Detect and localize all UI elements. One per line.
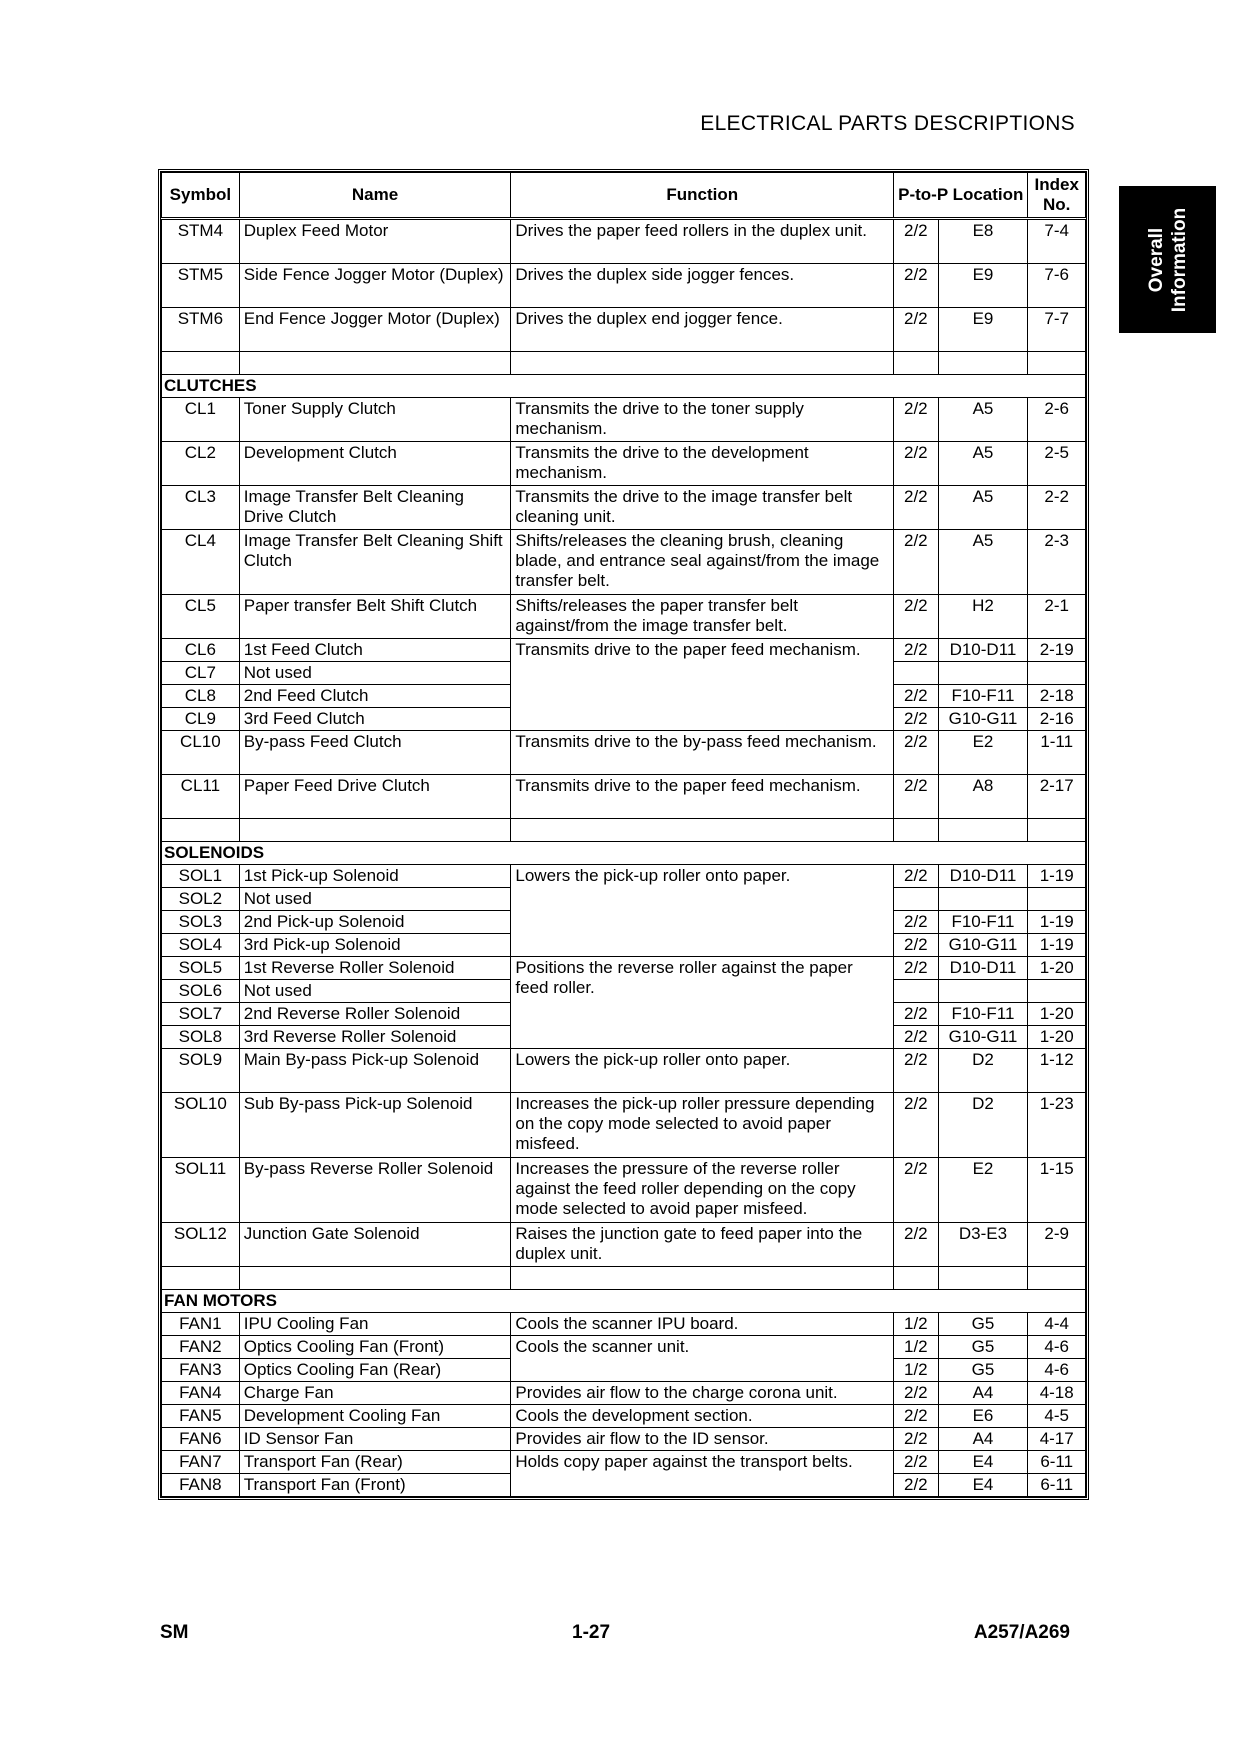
col-header-function: Function (511, 173, 894, 219)
location-cell: E8 (938, 219, 1028, 264)
symbol-cell: SOL2 (162, 888, 240, 911)
location-cell: A4 (938, 1382, 1028, 1405)
index-cell (1028, 980, 1086, 1003)
location-cell: A5 (938, 530, 1028, 595)
section-heading: FAN MOTORS (162, 1290, 1086, 1313)
table-row (162, 1405, 1086, 1428)
symbol-cell: CL7 (162, 662, 240, 685)
table-row (162, 442, 1086, 486)
symbol-cell: SOL5 (162, 957, 240, 980)
col-header-symbol: Symbol (162, 173, 240, 219)
symbol-cell: CL9 (162, 708, 240, 731)
table-row (162, 595, 1086, 639)
location-cell: E6 (938, 1405, 1028, 1428)
table-row (162, 775, 1086, 819)
name-cell: Transport Fan (Rear) (239, 1451, 511, 1474)
name-cell: IPU Cooling Fan (239, 1313, 511, 1336)
symbol-cell: CL5 (162, 595, 240, 639)
page-cell (894, 662, 938, 685)
table-row (162, 530, 1086, 595)
location-cell: G5 (938, 1313, 1028, 1336)
page-cell: 2/2 (894, 639, 938, 662)
section-row-clutches (162, 375, 1086, 398)
section-row-solenoids (162, 842, 1086, 865)
name-cell: Development Cooling Fan (239, 1405, 511, 1428)
symbol-cell: FAN7 (162, 1451, 240, 1474)
section-tab-line1: Overall (1145, 227, 1167, 292)
page-footer (160, 1622, 1070, 1648)
page-cell: 2/2 (894, 1026, 938, 1049)
page-cell: 2/2 (894, 442, 938, 486)
function-cell: Increases the pick-up roller pressure depending on the copy mode selected to avoid paper misfeed. (511, 1093, 894, 1158)
table-row (162, 1093, 1086, 1158)
page-cell: 2/2 (894, 1223, 938, 1267)
symbol-cell: SOL9 (162, 1049, 240, 1093)
name-cell: Development Clutch (239, 442, 511, 486)
location-cell: D10-D11 (938, 957, 1028, 980)
page-number: 1-27 (572, 1622, 611, 1643)
table-row (162, 1158, 1086, 1223)
blank-row (162, 1267, 1086, 1290)
index-cell: 2-16 (1028, 708, 1086, 731)
function-cell: Transmits drive to the paper feed mechanism. (511, 639, 894, 731)
symbol-cell: SOL8 (162, 1026, 240, 1049)
location-cell: F10-F11 (938, 1003, 1028, 1026)
page-cell: 2/2 (894, 1451, 938, 1474)
table-row (162, 1223, 1086, 1267)
name-cell: 3rd Pick-up Solenoid (239, 934, 511, 957)
name-cell: Not used (239, 980, 511, 1003)
table-row (162, 1313, 1086, 1336)
page-cell: 2/2 (894, 486, 938, 530)
location-cell: F10-F11 (938, 685, 1028, 708)
name-cell: Junction Gate Solenoid (239, 1223, 511, 1267)
location-cell: A8 (938, 775, 1028, 819)
location-cell: E4 (938, 1451, 1028, 1474)
symbol-cell: STM6 (162, 308, 240, 352)
location-cell: E2 (938, 1158, 1028, 1223)
page-cell: 1/2 (894, 1336, 938, 1359)
page-cell: 2/2 (894, 1093, 938, 1158)
page-cell: 2/2 (894, 957, 938, 980)
function-cell: Cools the scanner IPU board. (511, 1313, 894, 1336)
index-cell: 2-18 (1028, 685, 1086, 708)
symbol-cell: CL2 (162, 442, 240, 486)
name-cell: By-pass Reverse Roller Solenoid (239, 1158, 511, 1223)
function-cell: Increases the pressure of the reverse roller against the feed roller depending on the copy mode selected to avoid paper misfeed. (511, 1158, 894, 1223)
index-cell: 2-3 (1028, 530, 1086, 595)
index-cell: 2-19 (1028, 639, 1086, 662)
blank-row (162, 819, 1086, 842)
symbol-cell: CL1 (162, 398, 240, 442)
footer-model-number: A257/A269 (973, 1622, 1070, 1643)
location-cell: E9 (938, 264, 1028, 308)
name-cell: Not used (239, 662, 511, 685)
page-cell: 2/2 (894, 1382, 938, 1405)
index-cell: 4-17 (1028, 1428, 1086, 1451)
function-cell: Cools the scanner unit. (511, 1336, 894, 1382)
page-cell: 1/2 (894, 1313, 938, 1336)
table-row (162, 1049, 1086, 1093)
location-cell (938, 980, 1028, 1003)
name-cell: Paper transfer Belt Shift Clutch (239, 595, 511, 639)
index-cell: 4-6 (1028, 1359, 1086, 1382)
index-cell: 2-2 (1028, 486, 1086, 530)
symbol-cell: SOL1 (162, 865, 240, 888)
page-header: ELECTRICAL PARTS DESCRIPTIONS (700, 112, 1075, 135)
index-cell (1028, 888, 1086, 911)
page-cell: 2/2 (894, 911, 938, 934)
location-cell: A4 (938, 1428, 1028, 1451)
page-cell: 2/2 (894, 308, 938, 352)
symbol-cell: CL4 (162, 530, 240, 595)
page-cell: 2/2 (894, 865, 938, 888)
index-cell: 1-11 (1028, 731, 1086, 775)
page-cell: 2/2 (894, 708, 938, 731)
name-cell: Optics Cooling Fan (Front) (239, 1336, 511, 1359)
blank-row (162, 352, 1086, 375)
function-cell: Transmits the drive to the toner supply mechanism. (511, 398, 894, 442)
page-cell: 2/2 (894, 731, 938, 775)
name-cell: Paper Feed Drive Clutch (239, 775, 511, 819)
name-cell: 2nd Feed Clutch (239, 685, 511, 708)
page-cell: 2/2 (894, 775, 938, 819)
page-cell: 2/2 (894, 1049, 938, 1093)
name-cell: Image Transfer Belt Cleaning Drive Clutch (239, 486, 511, 530)
name-cell: 1st Reverse Roller Solenoid (239, 957, 511, 980)
col-header-index: Index No. (1028, 173, 1086, 219)
page-cell: 2/2 (894, 1158, 938, 1223)
symbol-cell: CL10 (162, 731, 240, 775)
symbol-cell: SOL12 (162, 1223, 240, 1267)
function-cell: Holds copy paper against the transport belts. (511, 1451, 894, 1497)
page-cell: 2/2 (894, 1405, 938, 1428)
index-cell: 4-6 (1028, 1336, 1086, 1359)
table-row (162, 264, 1086, 308)
page-cell: 2/2 (894, 1428, 938, 1451)
name-cell: 3rd Reverse Roller Solenoid (239, 1026, 511, 1049)
name-cell: 2nd Pick-up Solenoid (239, 911, 511, 934)
location-cell: G10-G11 (938, 708, 1028, 731)
table-row (162, 308, 1086, 352)
symbol-cell: FAN5 (162, 1405, 240, 1428)
symbol-cell: SOL11 (162, 1158, 240, 1223)
function-cell: Transmits drive to the by-pass feed mechanism. (511, 731, 894, 775)
function-cell: Provides air flow to the charge corona unit. (511, 1382, 894, 1405)
location-cell: G10-G11 (938, 934, 1028, 957)
table-row (162, 731, 1086, 775)
function-cell: Transmits the drive to the image transfer belt cleaning unit. (511, 486, 894, 530)
symbol-cell: CL3 (162, 486, 240, 530)
table-row (162, 219, 1086, 264)
symbol-cell: CL11 (162, 775, 240, 819)
index-cell: 6-11 (1028, 1474, 1086, 1497)
page-cell: 2/2 (894, 934, 938, 957)
name-cell: By-pass Feed Clutch (239, 731, 511, 775)
location-cell: G5 (938, 1336, 1028, 1359)
function-cell: Drives the duplex side jogger fences. (511, 264, 894, 308)
location-cell: G10-G11 (938, 1026, 1028, 1049)
name-cell: ID Sensor Fan (239, 1428, 511, 1451)
function-cell: Drives the duplex end jogger fence. (511, 308, 894, 352)
location-cell: D2 (938, 1093, 1028, 1158)
page-cell (894, 888, 938, 911)
name-cell: End Fence Jogger Motor (Duplex) (239, 308, 511, 352)
location-cell: A5 (938, 398, 1028, 442)
index-cell: 4-4 (1028, 1313, 1086, 1336)
page-cell: 2/2 (894, 1474, 938, 1497)
index-cell: 1-15 (1028, 1158, 1086, 1223)
table-row (162, 1428, 1086, 1451)
symbol-cell: SOL4 (162, 934, 240, 957)
index-cell: 7-6 (1028, 264, 1086, 308)
symbol-cell: FAN2 (162, 1336, 240, 1359)
name-cell: Sub By-pass Pick-up Solenoid (239, 1093, 511, 1158)
page-cell (894, 980, 938, 1003)
section-heading: CLUTCHES (162, 375, 1086, 398)
location-cell: G5 (938, 1359, 1028, 1382)
location-cell: E4 (938, 1474, 1028, 1497)
function-cell: Provides air flow to the ID sensor. (511, 1428, 894, 1451)
name-cell: Optics Cooling Fan (Rear) (239, 1359, 511, 1382)
table-row (162, 1382, 1086, 1405)
section-tab-line2: Information (1168, 207, 1190, 312)
location-cell: F10-F11 (938, 911, 1028, 934)
symbol-cell: SOL6 (162, 980, 240, 1003)
page-cell: 2/2 (894, 264, 938, 308)
function-cell: Drives the paper feed rollers in the duplex unit. (511, 219, 894, 264)
section-row-fan-motors (162, 1290, 1086, 1313)
table-row (162, 486, 1086, 530)
index-cell: 1-20 (1028, 1026, 1086, 1049)
page-cell: 2/2 (894, 530, 938, 595)
page-cell: 2/2 (894, 595, 938, 639)
index-cell (1028, 662, 1086, 685)
index-cell: 1-19 (1028, 911, 1086, 934)
symbol-cell: STM5 (162, 264, 240, 308)
function-cell: Shifts/releases the paper transfer belt against/from the image transfer belt. (511, 595, 894, 639)
function-cell: Cools the development section. (511, 1405, 894, 1428)
table-row (162, 957, 1086, 980)
index-cell: 2-9 (1028, 1223, 1086, 1267)
symbol-cell: CL8 (162, 685, 240, 708)
index-cell: 1-19 (1028, 934, 1086, 957)
name-cell: 2nd Reverse Roller Solenoid (239, 1003, 511, 1026)
name-cell: Toner Supply Clutch (239, 398, 511, 442)
page-cell: 1/2 (894, 1359, 938, 1382)
name-cell: Image Transfer Belt Cleaning Shift Clutch (239, 530, 511, 595)
symbol-cell: FAN8 (162, 1474, 240, 1497)
table-row (162, 398, 1086, 442)
name-cell: Side Fence Jogger Motor (Duplex) (239, 264, 511, 308)
page-cell: 2/2 (894, 685, 938, 708)
location-cell: A5 (938, 442, 1028, 486)
footer-manual-code: SM (160, 1622, 189, 1643)
index-cell: 1-23 (1028, 1093, 1086, 1158)
function-cell: Transmits the drive to the development mechanism. (511, 442, 894, 486)
function-cell: Transmits drive to the paper feed mechanism. (511, 775, 894, 819)
function-cell: Positions the reverse roller against the paper feed roller. (511, 957, 894, 1049)
location-cell (938, 662, 1028, 685)
name-cell: 1st Feed Clutch (239, 639, 511, 662)
symbol-cell: CL6 (162, 639, 240, 662)
symbol-cell: FAN3 (162, 1359, 240, 1382)
index-cell: 2-5 (1028, 442, 1086, 486)
function-cell: Lowers the pick-up roller onto paper. (511, 1049, 894, 1093)
symbol-cell: FAN1 (162, 1313, 240, 1336)
location-cell: A5 (938, 486, 1028, 530)
index-cell: 1-19 (1028, 865, 1086, 888)
function-cell: Raises the junction gate to feed paper into the duplex unit. (511, 1223, 894, 1267)
page-cell: 2/2 (894, 398, 938, 442)
location-cell: D10-D11 (938, 639, 1028, 662)
name-cell: 1st Pick-up Solenoid (239, 865, 511, 888)
symbol-cell: SOL10 (162, 1093, 240, 1158)
index-cell: 7-7 (1028, 308, 1086, 352)
name-cell: Main By-pass Pick-up Solenoid (239, 1049, 511, 1093)
index-cell: 1-20 (1028, 957, 1086, 980)
section-tab (1119, 186, 1216, 333)
index-cell: 7-4 (1028, 219, 1086, 264)
table-row (162, 865, 1086, 888)
page-cell: 2/2 (894, 1003, 938, 1026)
col-header-name: Name (239, 173, 511, 219)
index-cell: 4-5 (1028, 1405, 1086, 1428)
index-cell: 1-20 (1028, 1003, 1086, 1026)
name-cell: Duplex Feed Motor (239, 219, 511, 264)
location-cell: E9 (938, 308, 1028, 352)
function-cell: Shifts/releases the cleaning brush, cleaning blade, and entrance seal against/from the image transfer belt. (511, 530, 894, 595)
col-header-location: P-to-P Location (894, 173, 1028, 219)
name-cell: Not used (239, 888, 511, 911)
index-cell: 2-6 (1028, 398, 1086, 442)
function-cell: Lowers the pick-up roller onto paper. (511, 865, 894, 957)
name-cell: Charge Fan (239, 1382, 511, 1405)
symbol-cell: FAN6 (162, 1428, 240, 1451)
name-cell: 3rd Feed Clutch (239, 708, 511, 731)
table-row (162, 639, 1086, 662)
index-cell: 2-17 (1028, 775, 1086, 819)
location-cell: D3-E3 (938, 1223, 1028, 1267)
page-cell: 2/2 (894, 219, 938, 264)
symbol-cell: SOL7 (162, 1003, 240, 1026)
location-cell: D2 (938, 1049, 1028, 1093)
table-row (162, 1451, 1086, 1474)
index-cell: 2-1 (1028, 595, 1086, 639)
location-cell: H2 (938, 595, 1028, 639)
symbol-cell: STM4 (162, 219, 240, 264)
section-heading: SOLENOIDS (162, 842, 1086, 865)
location-cell (938, 888, 1028, 911)
symbol-cell: FAN4 (162, 1382, 240, 1405)
electrical-parts-table (158, 169, 1089, 1500)
index-cell: 6-11 (1028, 1451, 1086, 1474)
location-cell: D10-D11 (938, 865, 1028, 888)
table-row (162, 1336, 1086, 1359)
name-cell: Transport Fan (Front) (239, 1474, 511, 1497)
index-cell: 4-18 (1028, 1382, 1086, 1405)
location-cell: E2 (938, 731, 1028, 775)
index-cell: 1-12 (1028, 1049, 1086, 1093)
symbol-cell: SOL3 (162, 911, 240, 934)
